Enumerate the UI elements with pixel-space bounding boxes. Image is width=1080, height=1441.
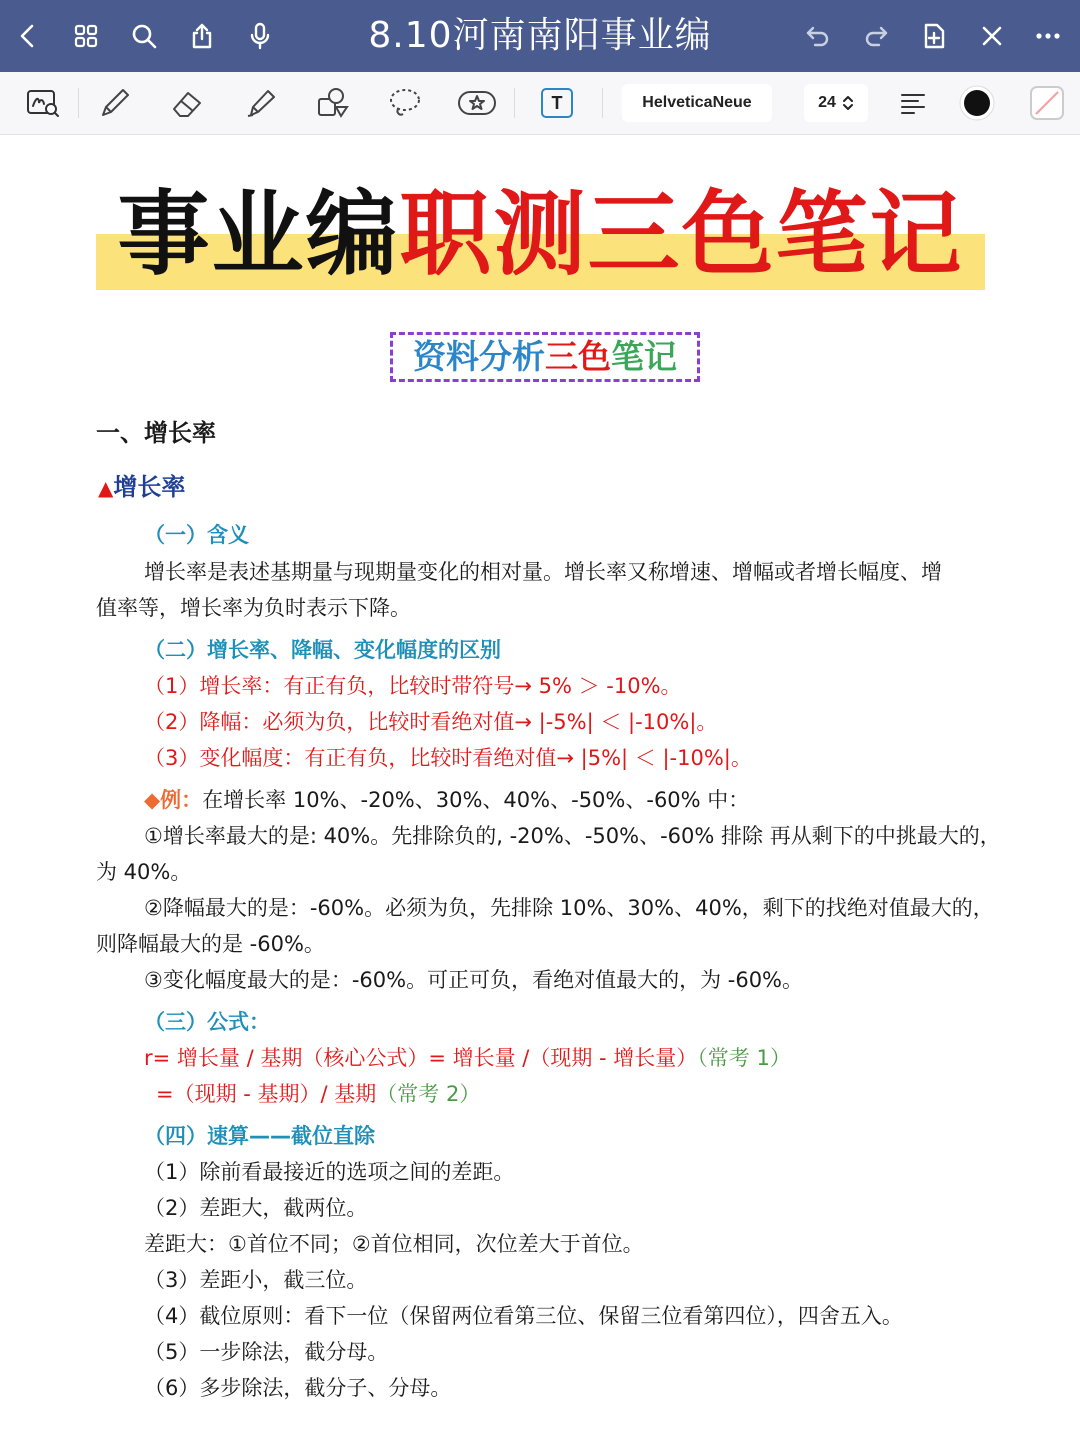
formula-main: =（现期 - 基期）/ 基期: [156, 1082, 377, 1106]
example-text: 在增长率 10%、-20%、30%、40%、-50%、-60% 中：: [202, 788, 750, 812]
grid-icon[interactable]: [68, 18, 104, 54]
text-tool-icon[interactable]: [536, 83, 578, 123]
formula-line: [156, 1079, 480, 1109]
align-icon[interactable]: [892, 83, 934, 123]
font-size-value: 24: [818, 94, 836, 111]
formula-note: （常考 2）: [376, 1082, 481, 1106]
list-item: （5）一步除法，截分母。: [144, 1340, 389, 1364]
subtitle-part2: 三色: [545, 337, 611, 376]
formula-main: r= 增长量 / 基期（核心公式）= 增长量 /（现期 - 增长量）: [144, 1046, 698, 1070]
subsection-heading: （一）含义: [144, 523, 249, 547]
highlighter-icon[interactable]: [240, 83, 282, 123]
list-item: （1）增长率：有正有负，比较时带符号→ 5% ＞ -10%。: [144, 674, 682, 698]
formula-note: （常考 1）: [697, 1046, 791, 1070]
pen-icon[interactable]: [94, 83, 136, 123]
share-icon[interactable]: [184, 18, 220, 54]
list-item: （1）除前看最接近的选项之间的差距。: [144, 1160, 515, 1184]
page-headline: [96, 178, 985, 290]
undo-icon[interactable]: [800, 18, 836, 54]
list-item: （2）差距大，截两位。: [144, 1196, 368, 1220]
paragraph-line: ①增长率最大的是: 40%。先排除负的, -20%、-50%、-60% 排除 再从剩下的中挑最大的，: [144, 824, 1001, 848]
lasso-icon[interactable]: [384, 83, 426, 123]
shapes-icon[interactable]: [312, 83, 354, 123]
paragraph-line: 为 40%。: [96, 860, 192, 884]
paragraph-line: ②降幅最大的是：-60%。必须为负，先排除 10%、30%、40%，剩下的找绝对值最大的，: [144, 896, 994, 920]
triangle-marker-icon: ▲: [98, 476, 114, 500]
microphone-icon[interactable]: [242, 18, 278, 54]
color-picker-icon[interactable]: [956, 83, 998, 123]
list-item: （2）降幅：必须为负，比较时看绝对值→ |-5%| ＜ |-10%|。: [144, 710, 718, 734]
handwriting-search-icon[interactable]: [22, 83, 64, 123]
list-item: （4）截位原则：看下一位（保留两位看第三位、保留三位看第四位），四舍五入。: [144, 1304, 903, 1328]
subsection-heading: （四）速算——截位直除: [144, 1124, 375, 1148]
subtitle-part3: 笔记: [611, 337, 677, 376]
headline-red-part: 职测三色笔记: [399, 180, 964, 288]
formula-line: [144, 1043, 791, 1073]
subtitle-part1: 资料分析: [413, 337, 545, 376]
font-size-selector[interactable]: [804, 84, 868, 122]
paragraph-line: 值率等，增长率为负时表示下降。: [96, 596, 411, 620]
section-heading: 一、增长率: [96, 419, 216, 447]
sticker-icon[interactable]: [456, 83, 498, 123]
no-fill-icon[interactable]: [1026, 83, 1068, 123]
more-icon[interactable]: [1030, 18, 1066, 54]
list-item: （3）差距小，截三位。: [144, 1268, 368, 1292]
title-bar: [0, 0, 1080, 72]
list-item: 差距大：①首位不同；②首位相同，次位差大于首位。: [144, 1232, 644, 1256]
example-line: [144, 785, 749, 815]
subsection-heading: （二）增长率、降幅、变化幅度的区别: [144, 638, 501, 662]
subtitle-box: [390, 332, 700, 382]
eraser-icon[interactable]: [166, 83, 208, 123]
document-title: 8.10河南南阳事业编: [368, 15, 712, 56]
paragraph-line: ③变化幅度最大的是：-60%。可正可负，看绝对值最大的，为 -60%。: [144, 968, 804, 992]
text-tool-label: T: [541, 88, 573, 118]
topic-title: 增长率: [113, 473, 186, 501]
chevron-up-down-icon: [842, 95, 854, 111]
topic-heading: [98, 472, 185, 503]
font-name-selector[interactable]: HelveticaNeue: [622, 84, 772, 122]
drawing-toolbar: [0, 72, 1080, 135]
headline-black-part: 事业编: [117, 180, 400, 288]
subsection-heading: （三）公式：: [144, 1010, 270, 1034]
back-icon[interactable]: [10, 18, 46, 54]
list-item: （3）变化幅度：有正有负，比较时看绝对值→ |5%| ＜ |-10%|。: [144, 746, 752, 770]
list-item: （6）多步除法，截分子、分母。: [144, 1376, 452, 1400]
example-marker: ◆例：: [144, 788, 203, 812]
close-icon[interactable]: [974, 18, 1010, 54]
redo-icon[interactable]: [858, 18, 894, 54]
search-icon[interactable]: [126, 18, 162, 54]
add-page-icon[interactable]: [916, 18, 952, 54]
paragraph-line: 增长率是表述基期量与现期量变化的相对量。增长率又称增速、增幅或者增长幅度、增: [144, 560, 942, 584]
paragraph-line: 则降幅最大的是 -60%。: [96, 932, 325, 956]
